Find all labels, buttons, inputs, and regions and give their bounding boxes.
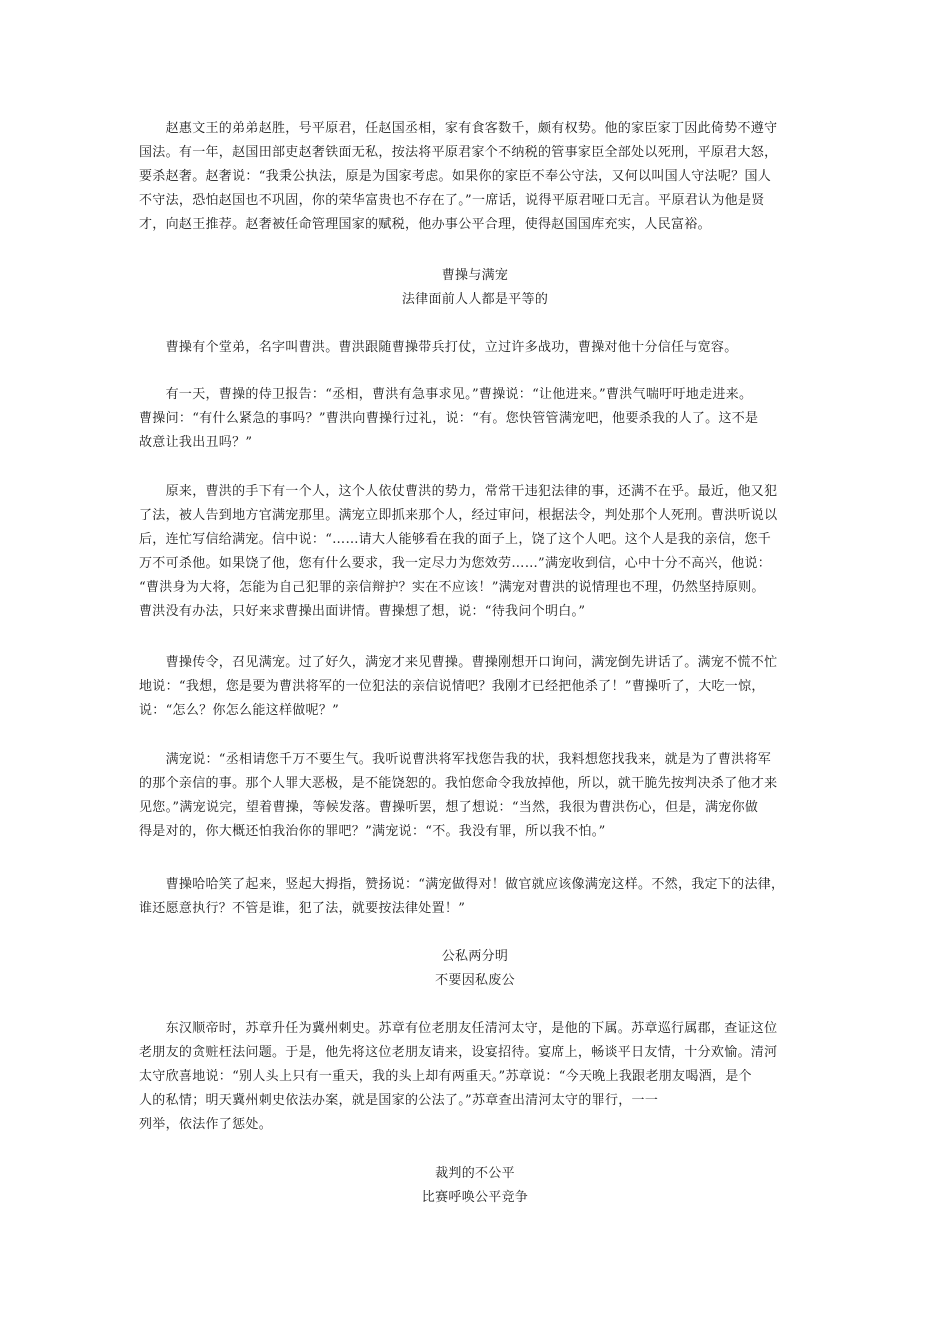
section-heading bbox=[139, 945, 811, 993]
section-title: 曹操与满宠 bbox=[441, 268, 509, 283]
text-line: 了法，被人告到地方官满宠那里。满宠立即抓来那个人，经过审问，根据法令，判处那个人死刑。曹洪听说以 bbox=[139, 508, 778, 523]
paragraph bbox=[139, 117, 829, 237]
text-line: 见您。”满宠说完，望着曹操，等候发落。曹操听罢，想了想说：“当然，我很为曹洪伤心，但是，满宠你做 bbox=[139, 800, 759, 815]
text-line: “曹洪身为大将，怎能为自己犯罪的亲信辩护？实在不应该！”满宠对曹洪的说情理也不理，仍然坚持原则。 bbox=[139, 580, 765, 595]
text-line: 太守欣喜地说：“别人头上只有一重天，我的头上却有两重天。”苏章说：“今天晚上我跟老朋友喝酒，是个 bbox=[139, 1069, 752, 1084]
paragraph bbox=[139, 336, 829, 360]
text-line: 才，向赵王推荐。赵奢被任命管理国家的赋税，他办事公平合理，使得赵国国库充实，人民富裕。 bbox=[139, 217, 711, 232]
text-line: 地说：“我想，您是要为曹洪将军的一位犯法的亲信说情吧？我刚才已经把他杀了！”曹操听了，大吃一惊， bbox=[139, 679, 765, 694]
text-line: 曹操有个堂弟，名字叫曹洪。曹洪跟随曹操带兵打仗，立过许多战功，曹操对他十分信任与宽容。 bbox=[139, 340, 738, 355]
paragraph bbox=[139, 651, 829, 723]
text-line: 赵惠文王的弟弟赵胜，号平原君，任赵国丞相，家有食客数千，颇有权势。他的家臣家丁因此倚势不遵守 bbox=[139, 121, 778, 136]
section-subtitle: 法律面前人人都是平等的 bbox=[401, 292, 549, 307]
text-line: 老朋友的贪赃枉法问题。于是，他先将这位老朋友请来，设宴招待。宴席上，畅谈平日友情，十分欢愉。清河 bbox=[139, 1045, 778, 1060]
text-line: 谁还愿意执行？不管是谁，犯了法，就要按法律处置！” bbox=[139, 901, 466, 916]
paragraph bbox=[139, 873, 829, 921]
text-line: 人的私情；明天冀州刺史依法办案，就是国家的公法了。”苏章查出清河太守的罪行，一一 bbox=[139, 1093, 659, 1108]
text-line: 满宠说：“丞相请您千万不要生气。我听说曹洪将军找您告我的状，我料想您找我来，就是为了曹洪将军 bbox=[139, 752, 772, 767]
text-line: 不守法，恐怕赵国也不巩固，你的荣华富贵也不存在了。”一席话，说得平原君哑口无言。平原君认为他是贤 bbox=[139, 193, 765, 208]
section-subtitle: 比赛呼唤公平竞争 bbox=[421, 1190, 529, 1205]
text-line: 要杀赵奢。赵奢说：“我秉公执法，原是为国家考虑。如果你的家臣不奉公守法，又何以叫国人守法呢？国人 bbox=[139, 169, 772, 184]
section-heading bbox=[139, 1162, 811, 1210]
text-line: 曹操哈哈笑了起来，竖起大拇指，赞扬说：“满宠做得对！做官就应该像满宠这样。不然，我定下的法律， bbox=[139, 877, 785, 892]
text-line: 曹操问：“有什么紧急的事吗？”曹洪向曹操行过礼，说：“有。您快管管满宠吧，他要杀我的人了。这不是 bbox=[139, 411, 759, 426]
text-line: 原来，曹洪的手下有一个人，这个人依仗曹洪的势力，常常干违犯法律的事，还满不在乎。最近，他又犯 bbox=[139, 484, 778, 499]
text-line: 曹洪没有办法，只好来求曹操出面讲情。曹操想了想，说：“待我问个明白。” bbox=[139, 604, 586, 619]
text-line: 说：“怎么？你怎么能这样做呢？” bbox=[139, 703, 340, 718]
paragraph bbox=[139, 748, 829, 844]
text-line: 万不可杀他。如果饶了他，您有什么要求，我一定尽力为您效劳……”满宠收到信，心中十分不高兴，他说： bbox=[139, 556, 772, 571]
text-line: 列举，依法作了惩处。 bbox=[139, 1117, 273, 1132]
section-subtitle: 不要因私废公 bbox=[435, 973, 515, 988]
text-line: 有一天，曹操的侍卫报告：“丞相，曹洪有急事求见。”曹操说：“让他进来。”曹洪气喘吁吁地走进来。 bbox=[139, 387, 753, 402]
paragraph bbox=[139, 480, 829, 624]
text-line: 的那个亲信的事。那个人罪大恶极，是不能饶恕的。我怕您命令我放掉他，所以，就干脆先按判决杀了他才来 bbox=[139, 776, 778, 791]
text-line: 曹操传令，召见满宠。过了好久，满宠才来见曹操。曹操刚想开口询问，满宠倒先讲话了。满宠不慌不忙 bbox=[139, 655, 778, 670]
paragraph bbox=[139, 1017, 829, 1137]
paragraph bbox=[139, 383, 829, 455]
text-line: 故意让我出丑吗？” bbox=[139, 435, 253, 450]
section-heading bbox=[139, 264, 811, 312]
section-title: 公私两分明 bbox=[441, 949, 509, 964]
text-line: 东汉顺帝时，苏章升任为冀州刺史。苏章有位老朋友任清河太守，是他的下属。苏章巡行属郡，查证这位 bbox=[139, 1021, 778, 1036]
text-line: 得是对的，你大概还怕我治你的罪吧？”满宠说：“不。我没有罪，所以我不怕。” bbox=[139, 824, 606, 839]
text-line: 国法。有一年，赵国田部吏赵奢铁面无私，按法将平原君家个不纳税的管事家臣全部处以死刑，平原君大怒， bbox=[139, 145, 778, 160]
section-title: 裁判的不公平 bbox=[435, 1166, 515, 1181]
text-line: 后，连忙写信给满宠。信中说：“……请大人能够看在我的面子上，饶了这个人吧。这个人是我的亲信，您千 bbox=[139, 532, 772, 547]
